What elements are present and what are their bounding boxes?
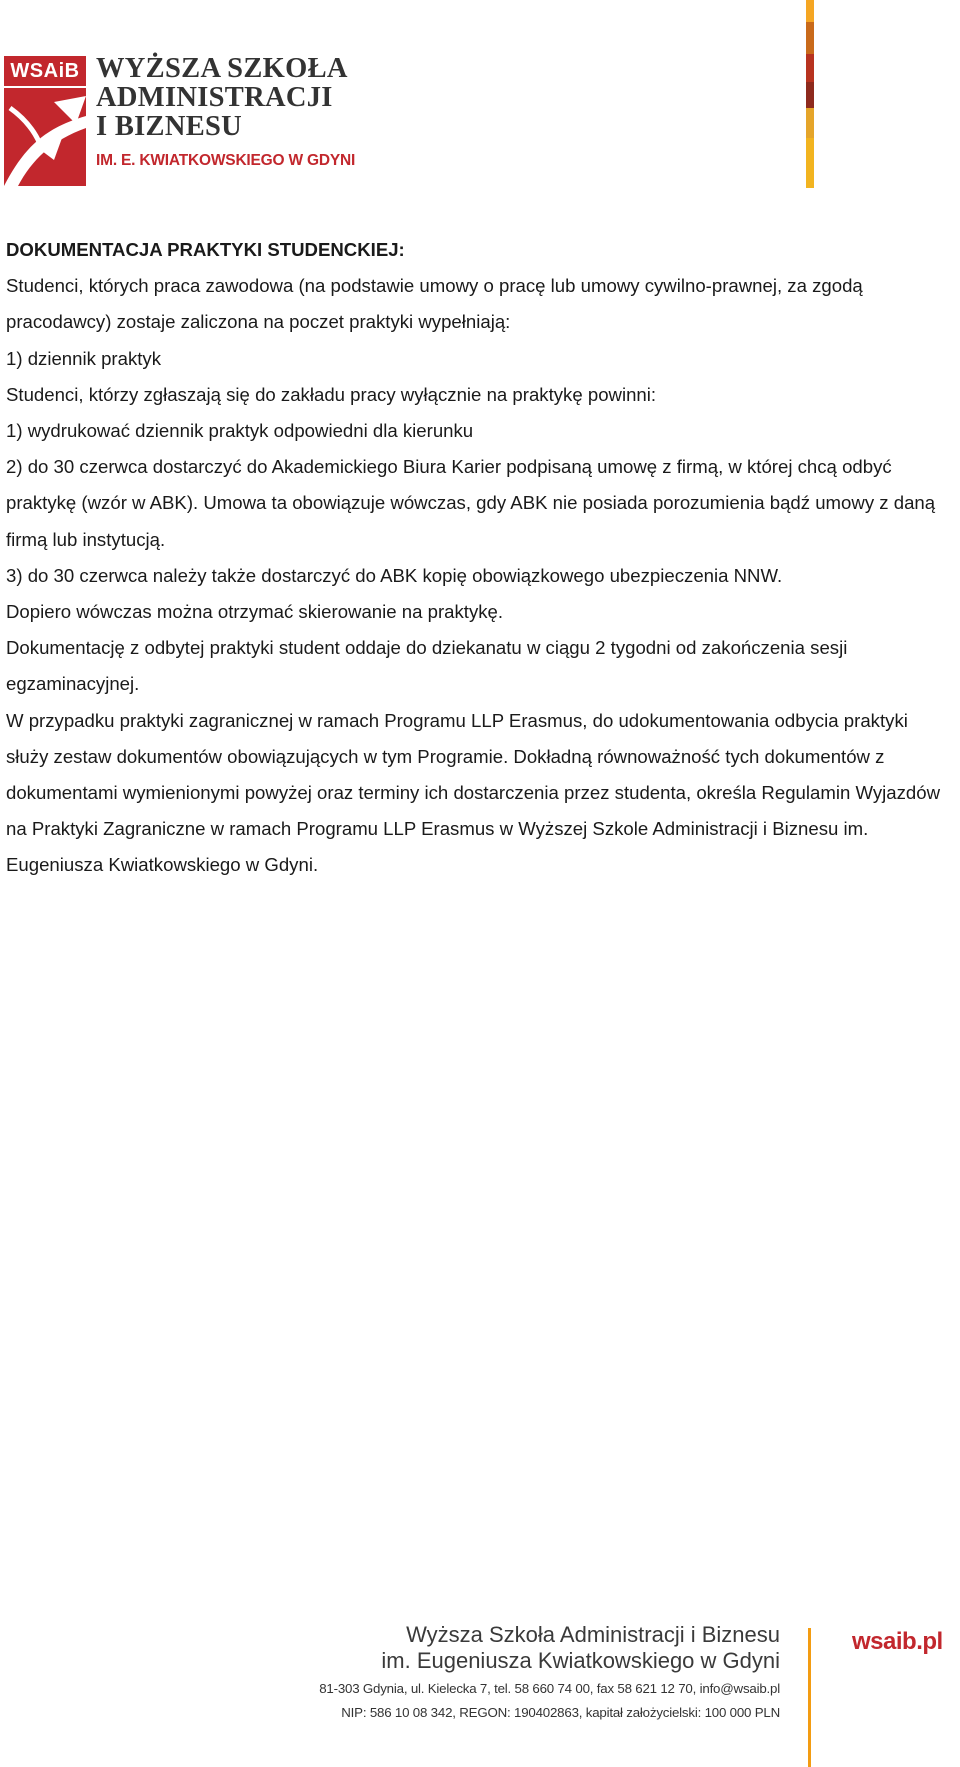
strip-segment (806, 108, 814, 138)
paragraph: Dokumentację z odbytej praktyki student oddaje do dziekanatu w ciągu 2 tygodni od zakończenia sesji egzaminacyjnej. (6, 637, 848, 695)
strip-segment (806, 138, 814, 188)
paragraph: 1) dziennik praktyk (6, 347, 162, 369)
paragraph: 3) do 30 czerwca należy także dostarczyć do ABK kopię obowiązkowego ubezpieczenia NNW. (6, 564, 783, 586)
footer-contact (250, 1677, 780, 1725)
document-heading: DOKUMENTACJA PRAKTYKI STUDENCKIEJ: (6, 239, 405, 260)
footer-divider (808, 1628, 811, 1767)
school-logo (4, 53, 364, 188)
footer-address: 81-303 Gdynia, ul. Kielecka 7, tel. 58 660 74 00, fax 58 621 12 70, info@wsaib.pl (319, 1681, 780, 1696)
paragraph: 2) do 30 czerwca dostarczyć do Akademickiego Biura Karier podpisaną umowę z firmą, w której chcą odbyć praktykę (wzór w ABK). Umowa ta obowiązuje wówczas, gdy ABK nie posiada porozumienia bądź umowy z daną firmą lub instytucją. (6, 456, 936, 550)
paragraph: 1) wydrukować dziennik praktyk odpowiedni dla kierunku (6, 420, 474, 442)
footer-name-line-1: Wyższa Szkoła Administracji i Biznesu (406, 1622, 780, 1647)
strip-segment (806, 22, 814, 54)
logo-abbreviation: WSAiB (4, 56, 86, 86)
document-body (6, 232, 951, 884)
strip-segment (806, 0, 814, 22)
logo-name-line-3: I BIZNESU (96, 111, 243, 142)
paragraph: Studenci, którzy zgłaszają się do zakładu pracy wyłącznie na praktykę powinni: (6, 383, 657, 405)
footer-registry: NIP: 586 10 08 342, REGON: 190402863, kapitał założycielski: 100 000 PLN (341, 1705, 780, 1720)
logo-badge (4, 56, 86, 186)
logo-arrow-emblem (4, 88, 86, 186)
logo-school-name (96, 54, 366, 141)
logo-subtitle: IM. E. KWIATKOWSKIEGO W GDYNI (96, 152, 356, 169)
strip-segment (806, 82, 814, 108)
paragraph: Dopiero wówczas można otrzymać skierowanie na praktykę. (6, 601, 504, 623)
footer-name-line-2: im. Eugeniusza Kwiatkowskiego w Gdyni (381, 1648, 780, 1673)
paragraph: Studenci, których praca zawodowa (na podstawie umowy o pracę lub umowy cywilno-prawnej, za zgodą pracodawcy) zostaje zaliczona na poczet praktyki wypełniają: (6, 275, 863, 333)
footer-website-link[interactable]: wsaib.pl (852, 1628, 943, 1655)
paragraph: W przypadku praktyki zagranicznej w ramach Programu LLP Erasmus, do udokumentowania odbycia praktyki służy zestaw dokumentów obowiązujących w tym Programie. Dokładną równoważność tych dokumentów z dokumentami wymienionymi powyżej oraz terminy ich dostarczenia przez studenta, określa Regulamin Wyjazdów na Praktyki Zagraniczne w ramach Programu LLP Erasmus w Wyższej Szkole Administracji i Biznesu im. Eugeniusza Kwiatkowskiego w Gdyni. (6, 709, 941, 876)
strip-segment (806, 54, 814, 82)
logo-name-line-1: WYŻSZA SZKOŁA (96, 53, 348, 84)
color-strip (806, 0, 814, 188)
logo-name-line-2: ADMINISTRACJI (96, 82, 333, 113)
footer-school-name (330, 1622, 780, 1674)
